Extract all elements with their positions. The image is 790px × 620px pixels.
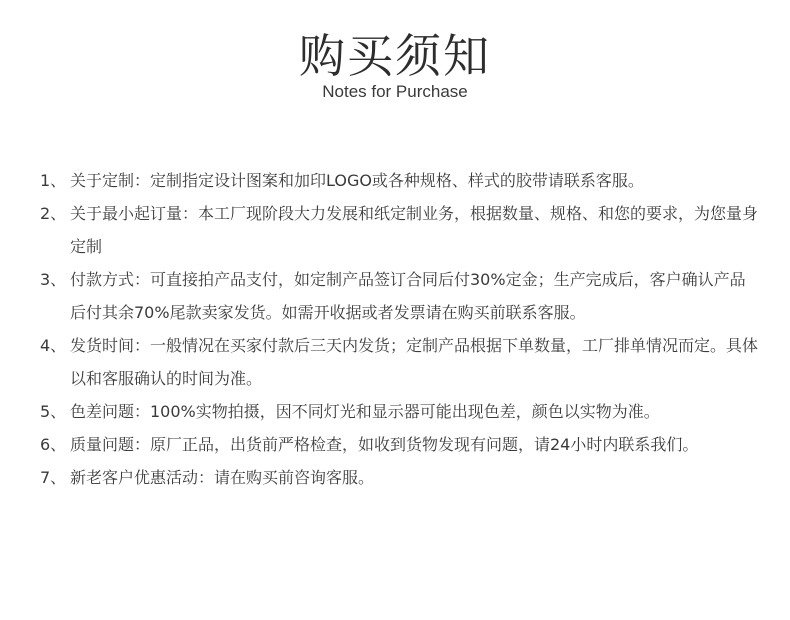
note-text: 新老客户优惠活动：请在购买前咨询客服。 (70, 468, 375, 487)
note-item-7 (40, 461, 760, 494)
note-item-1 (40, 164, 760, 197)
note-text: 关于定制：定制指定设计图案和加印LOGO或各种规格、样式的胶带请联系客服。 (70, 171, 644, 190)
note-number: 5、 (40, 402, 67, 421)
page-title: 购买须知 (299, 29, 491, 83)
note-item-2 (40, 197, 760, 263)
note-text: 色差问题：100%实物拍摄，因不同灯光和显示器可能出现色差，颜色以实物为准。 (70, 402, 660, 421)
note-item-5 (40, 395, 760, 428)
page-subtitle: Notes for Purchase (322, 82, 468, 101)
note-text: 发货时间：一般情况在买家付款后三天内发货；定制产品根据下单数量，工厂排单情况而定。具体以和客服确认的时间为准。 (70, 336, 759, 388)
note-item-3 (40, 263, 760, 329)
note-number: 4、 (40, 336, 67, 355)
note-text: 付款方式：可直接拍产品支付，如定制产品签订合同后付30%定金；生产完成后，客户确认产品后付其余70%尾款卖家发货。如需开收据或者发票请在购买前联系客服。 (70, 270, 746, 322)
note-text: 关于最小起订量：本工厂现阶段大力发展和纸定制业务，根据数量、规格、和您的要求，为您量身定制 (70, 204, 759, 256)
purchase-notes-list (40, 164, 760, 494)
note-text: 质量问题：原厂正品，出货前严格检查，如收到货物发现有问题，请24小时内联系我们。 (70, 435, 699, 454)
note-number: 2、 (40, 204, 67, 223)
note-item-6 (40, 428, 760, 461)
page-header (0, 28, 790, 102)
note-number: 7、 (40, 468, 67, 487)
note-item-4 (40, 329, 760, 395)
note-number: 6、 (40, 435, 67, 454)
note-number: 3、 (40, 270, 67, 289)
note-number: 1、 (40, 171, 67, 190)
